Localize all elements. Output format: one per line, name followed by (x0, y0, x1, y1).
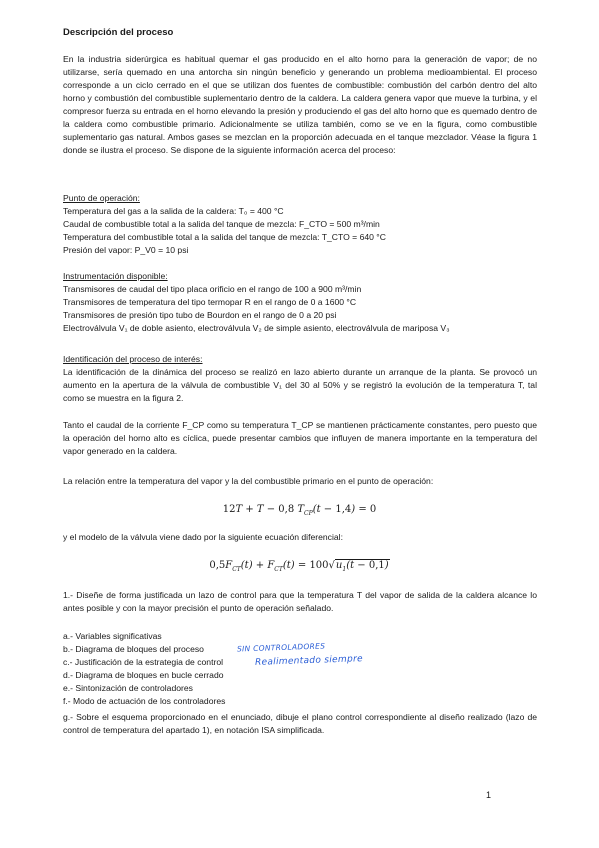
operating-point-line: Presión del vapor: P_V0 = 10 psi (63, 245, 189, 255)
list-item: d.- Diagrama de bloques en bucle cerrado (63, 670, 224, 680)
question-paragraph: 1.- Diseñe de forma justificada un lazo de control para que la temperatura T del vapor de salida de la caldera alcance lo antes posible y con la mayor precisión el punto de operación señalado. (63, 590, 537, 613)
identification-heading: Identificación del proceso de interés: (63, 354, 203, 364)
relation-paragraph: La relación entre la temperatura del vapor y la del combustible primario en el punto de operación: (63, 476, 434, 486)
page-number: 1 (486, 790, 492, 800)
handwritten-note-b: SIN CONTROLADORES (236, 641, 326, 654)
list-item: b.- Diagrama de bloques del proceso (63, 644, 204, 654)
equation-relation: 12T + T − 0,8 $T_{CP}(t - 1,4) = 0$ (222, 504, 377, 517)
instrumentation-line: Electroválvula V₁ de doble asiento, electroválvula V₂ de simple asiento, electroválvula de mariposa V₃ (63, 323, 450, 333)
flow-paragraph: Tanto el caudal de la corriente F_CP como su temperatura T_CP se mantienen prácticamente constantes, pero puesto que la operación del horno alto es cíclica, puede presentar cambios que influyen de manera importante en la temperatura del vapor generado en la caldera. (63, 420, 537, 456)
list-item: f.- Modo de actuación de los controladores (63, 696, 226, 706)
instrumentation-line: Transmisores de temperatura del tipo termopar R en el rango de 0 a 1600 °C (63, 297, 357, 307)
intro-paragraph: En la industria siderúrgica es habitual quemar el gas producido en el alto horno para la generación de vapor; de no utilizarse, sería quemado en una antorcha sin ningún beneficio y generando un problema medioambiental. El proceso corresponde a un ciclo cerrado en el que se utilizan dos fuentes de combustible: combustión del carbón dentro del alto horno y combustión del combustible suplementario dentro de la caldera. La caldera genera vapor que mueve la turbina, y el compresor fuerza su entrada en el horno elevando la presión y produciendo el gas del alto horno que es quemado dentro de la caldera como combustible primario. Adicionalmente se utiliza también, como se ve en la figura, como combustible suplementario gas natural. Ambos gases se mezclan en la proporción adecuada en el tanque mezclador. Véase la figura 1 donde se ilustra el proceso. Se dispone de la siguiente información acerca del proceso: (63, 54, 537, 155)
list-item-g: g.- Sobre el esquema proporcionado en el enunciado, dibuje el plano control correspondiente al diseño realizado (lazo de control de temperatura del apartado 1), en notación ISA simplificada. (63, 712, 537, 735)
equation-valve-model: $0,5F_{CT}(t) + F_{CT}(t) = 100√u_1(t - 0,1)$ (209, 560, 389, 573)
instrumentation-line: Transmisores de caudal del tipo placa orificio en el rango de 100 a 900 m³/min (63, 284, 362, 294)
operating-point-line: Temperatura del gas a la salida de la caldera: T₀ = 400 °C (63, 206, 284, 216)
page-title: Descripción del proceso (63, 27, 174, 38)
instrumentation-heading: Instrumentación disponible: (63, 271, 168, 281)
model-paragraph: y el modelo de la válvula viene dado por la siguiente ecuación diferencial: (63, 532, 343, 542)
list-item: a.- Variables significativas (63, 631, 162, 641)
list-item: c.- Justificación de la estrategia de control (63, 657, 224, 667)
handwritten-note-c: Realimentado siempre (254, 654, 364, 668)
instrumentation-line: Transmisores de presión tipo tubo de Bourdon en el rango de 0 a 20 psi (63, 310, 337, 320)
identification-paragraph: La identificación de la dinámica del proceso se realizó en lazo abierto durante un arranque de la planta. Se provocó un aumento en la apertura de la válvula de combustible V₁ del 30 al 50% y se registró la evolución de la temperatura T, tal como se muestra en la figura 2. (63, 367, 537, 403)
operating-point-line: Temperatura del combustible total a la salida del tanque de mezcla: T_CTO = 640 °C (63, 232, 386, 242)
list-item: e.- Sintonización de controladores (63, 683, 193, 693)
operating-point-heading: Punto de operación: (63, 193, 140, 203)
operating-point-line: Caudal de combustible total a la salida del tanque de mezcla: F_CTO = 500 m³/min (63, 219, 380, 229)
